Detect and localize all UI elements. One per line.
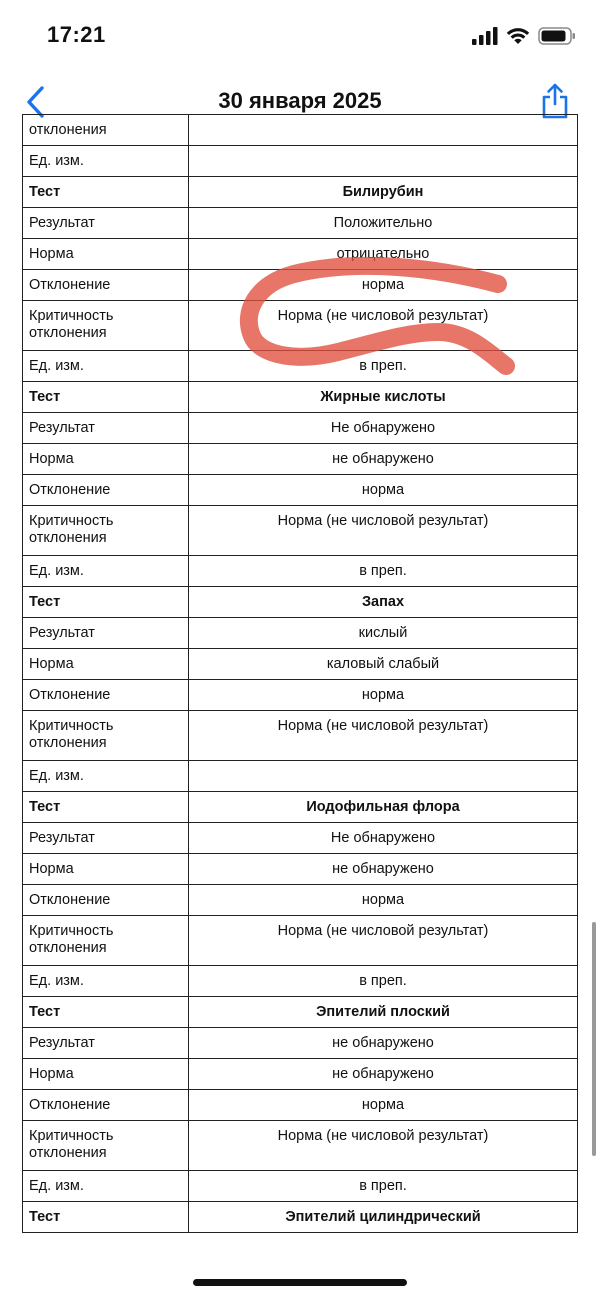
table-row <box>23 854 578 885</box>
table-row <box>23 618 578 649</box>
cellular-signal-icon <box>472 27 498 45</box>
battery-icon <box>538 27 576 45</box>
table-row <box>23 966 578 997</box>
row-value: Норма (не числовой результат) <box>189 711 578 761</box>
scrollbar[interactable] <box>592 922 596 1156</box>
table-row <box>23 239 578 270</box>
row-value: не обнаружено <box>189 1059 578 1090</box>
table-row <box>23 1171 578 1202</box>
table-row <box>23 823 578 854</box>
row-label: Отклонение <box>23 680 189 711</box>
row-label: Отклонение <box>23 475 189 506</box>
table-row <box>23 680 578 711</box>
test-label: Тест <box>23 177 189 208</box>
test-name: Билирубин <box>189 177 578 208</box>
row-value: Норма (не числовой результат) <box>189 916 578 966</box>
row-value: Не обнаружено <box>189 823 578 854</box>
row-value: не обнаружено <box>189 444 578 475</box>
row-value: норма <box>189 475 578 506</box>
test-header-row <box>23 382 578 413</box>
table-row <box>23 1059 578 1090</box>
row-label: Ед. изм. <box>23 146 189 177</box>
table-row <box>23 208 578 239</box>
row-value <box>189 115 578 146</box>
row-label: Отклонение <box>23 885 189 916</box>
table-row <box>23 413 578 444</box>
test-label: Тест <box>23 382 189 413</box>
test-name: Эпителий плоский <box>189 997 578 1028</box>
row-value: норма <box>189 680 578 711</box>
row-label: Результат <box>23 208 189 239</box>
table-row <box>23 711 578 761</box>
row-label: Ед. изм. <box>23 761 189 792</box>
row-value <box>189 761 578 792</box>
row-label: Критичность отклонения <box>23 711 189 761</box>
test-header-row <box>23 792 578 823</box>
test-label: Тест <box>23 997 189 1028</box>
table-row <box>23 444 578 475</box>
test-header-row <box>23 997 578 1028</box>
row-label: Ед. изм. <box>23 966 189 997</box>
row-label: Ед. изм. <box>23 1171 189 1202</box>
row-label: Ед. изм. <box>23 351 189 382</box>
row-label: Результат <box>23 413 189 444</box>
row-value: в преп. <box>189 966 578 997</box>
row-value: каловый слабый <box>189 649 578 680</box>
table-row <box>23 301 578 351</box>
row-value <box>189 146 578 177</box>
row-label: Результат <box>23 823 189 854</box>
row-value: в преп. <box>189 351 578 382</box>
row-label: Результат <box>23 618 189 649</box>
row-label: Отклонение <box>23 270 189 301</box>
results-document[interactable] <box>0 121 600 1249</box>
test-label: Тест <box>23 792 189 823</box>
row-value: не обнаружено <box>189 854 578 885</box>
row-value: отрицательно <box>189 239 578 270</box>
row-label: Результат <box>23 1028 189 1059</box>
row-label: Норма <box>23 1059 189 1090</box>
page-title: 30 января 2025 <box>218 88 382 113</box>
table-row <box>23 556 578 587</box>
test-header-row <box>23 587 578 618</box>
home-indicator[interactable] <box>193 1279 407 1286</box>
row-value: Положительно <box>189 208 578 239</box>
row-label: Норма <box>23 649 189 680</box>
test-label: Тест <box>23 1202 189 1233</box>
row-label: Критичность отклонения <box>23 916 189 966</box>
table-row <box>23 916 578 966</box>
table-row <box>23 1028 578 1059</box>
row-value: норма <box>189 885 578 916</box>
row-value: кислый <box>189 618 578 649</box>
row-value: в преп. <box>189 556 578 587</box>
table-row <box>23 475 578 506</box>
table-row <box>23 761 578 792</box>
system-icons <box>472 24 576 48</box>
table-row <box>23 146 578 177</box>
row-value: Не обнаружено <box>189 413 578 444</box>
row-value: Норма (не числовой результат) <box>189 506 578 556</box>
table-row <box>23 506 578 556</box>
row-label: Норма <box>23 239 189 270</box>
row-label: Норма <box>23 854 189 885</box>
test-header-row <box>23 177 578 208</box>
table-row <box>23 115 578 146</box>
table-row <box>23 1121 578 1171</box>
row-label: Критичность отклонения <box>23 506 189 556</box>
row-value: норма <box>189 270 578 301</box>
row-label: отклонения <box>23 115 189 146</box>
row-value: Норма (не числовой результат) <box>189 1121 578 1171</box>
results-table <box>22 114 578 1233</box>
row-label: Ед. изм. <box>23 556 189 587</box>
row-value: норма <box>189 1090 578 1121</box>
row-value: не обнаружено <box>189 1028 578 1059</box>
row-value: Норма (не числовой результат) <box>189 301 578 351</box>
row-label: Отклонение <box>23 1090 189 1121</box>
table-row <box>23 1090 578 1121</box>
status-time: 17:21 <box>47 22 106 47</box>
test-name: Иодофильная флора <box>189 792 578 823</box>
row-label: Критичность отклонения <box>23 301 189 351</box>
test-header-row <box>23 1202 578 1233</box>
status-bar <box>0 0 600 70</box>
table-row <box>23 885 578 916</box>
table-row <box>23 649 578 680</box>
test-name: Жирные кислоты <box>189 382 578 413</box>
row-value: в преп. <box>189 1171 578 1202</box>
row-label: Норма <box>23 444 189 475</box>
table-row <box>23 351 578 382</box>
test-name: Эпителий цилиндрический <box>189 1202 578 1233</box>
table-row <box>23 270 578 301</box>
test-name: Запах <box>189 587 578 618</box>
wifi-icon <box>506 27 530 45</box>
test-label: Тест <box>23 587 189 618</box>
row-label: Критичность отклонения <box>23 1121 189 1171</box>
